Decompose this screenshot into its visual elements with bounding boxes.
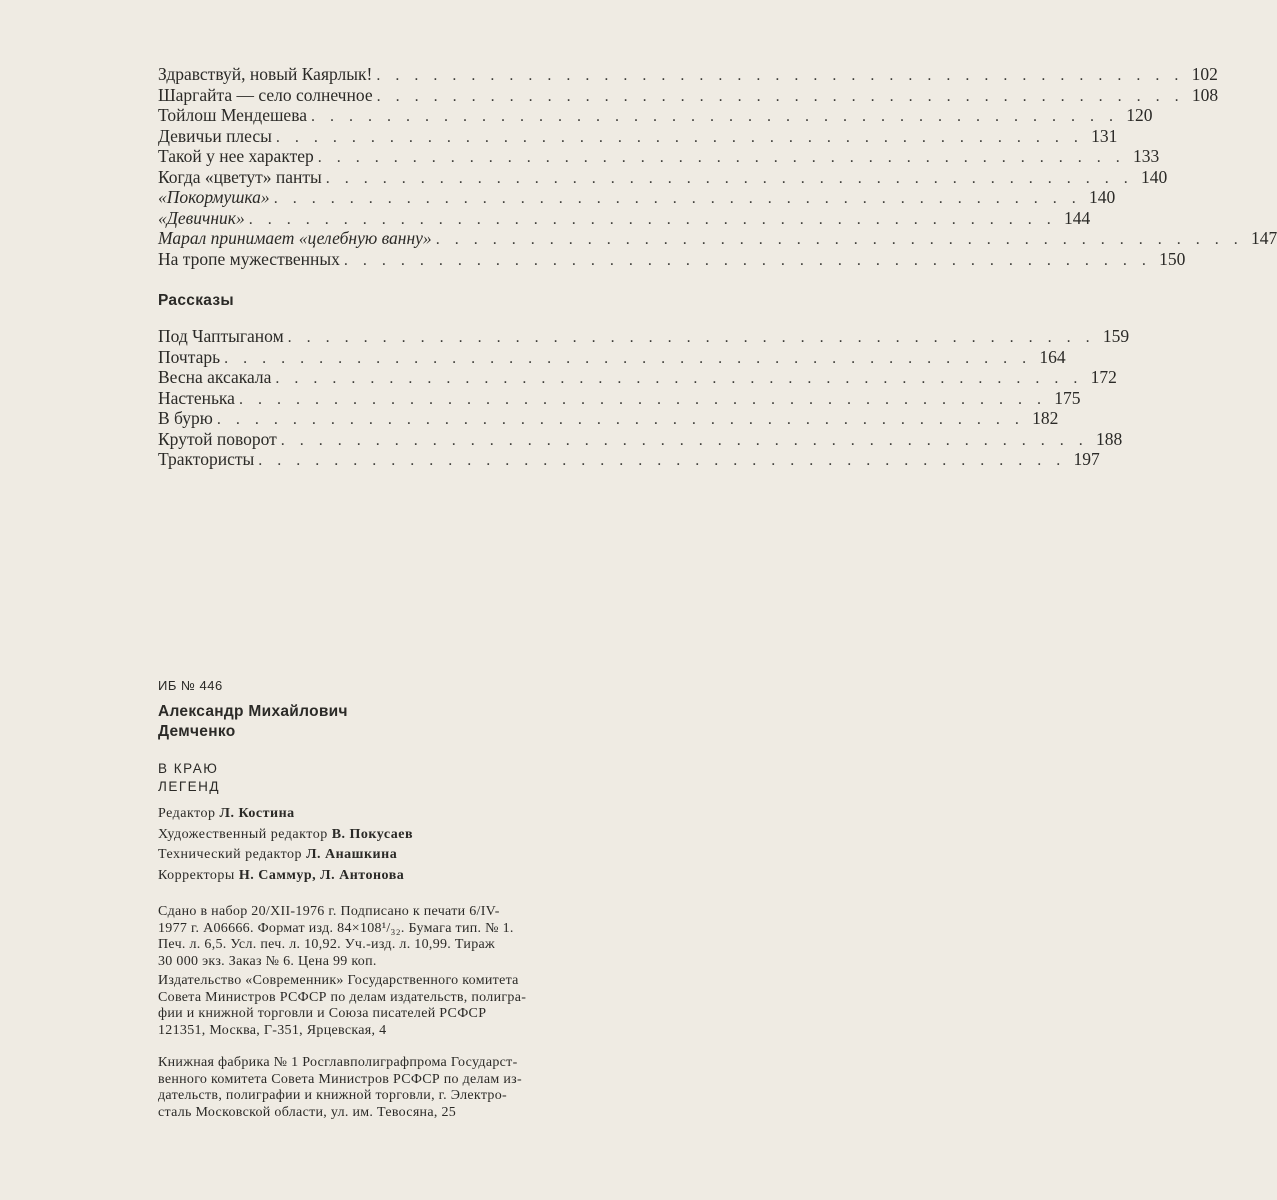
toc-dot-leader: . . . . . . . . . . . . . . . . . . . . . . . . . . . . . . . . . . . . . . . . . . . bbox=[343, 251, 1152, 269]
toc-entry-page-number: 147 bbox=[1250, 228, 1277, 248]
toc-dot-leader: . . . . . . . . . . . . . . . . . . . . . . . . . . . . . . . . . . . . . . . . . . . bbox=[275, 128, 1084, 146]
toc-dot-leader: . . . . . . . . . . . . . . . . . . . . . . . . . . . . . . . . . . . . . . . . . . . bbox=[376, 67, 1184, 84]
toc-dot-leader: . . . . . . . . . . . . . . . . . . . . . . . . . . . . . . . . . . . . . . . . . . . bbox=[224, 349, 1032, 367]
credit-line bbox=[158, 845, 628, 866]
toc-dot-leader: . . . . . . . . . . . . . . . . . . . . . . . . . . . . . . . . . . . . . . . . . . . bbox=[216, 411, 1025, 428]
toc-entry-title: Тойлош Мендешева bbox=[158, 105, 307, 125]
book-title-line2: ЛЕГЕНД bbox=[158, 779, 221, 794]
print-data-line: Сдано в набор 20/XII-1976 г. Подписано к печати 6/IV- bbox=[158, 904, 500, 919]
toc-entry-title: Девичьи плесы bbox=[158, 125, 272, 146]
toc-entry bbox=[158, 125, 1118, 147]
toc-dot-leader: . . . . . . . . . . . . . . . . . . . . . . . . . . . . . . . . . . . . . . . . . . . bbox=[376, 87, 1185, 105]
credit-name: Н. Саммур, Л. Антонова bbox=[238, 867, 405, 883]
printer-line: дательств, полиграфии и книжной торговли, г. Электро- bbox=[158, 1088, 507, 1103]
toc-entry-page-number: 108 bbox=[1191, 84, 1219, 105]
toc-entry-page-number: 140 bbox=[1141, 166, 1168, 187]
toc-entry bbox=[158, 367, 1117, 388]
toc-dot-leader: . . . . . . . . . . . . . . . . . . . . . . . . . . . . . . . . . . . . . . . . . . . bbox=[435, 231, 1244, 248]
print-data-line: Печ. л. 6,5. Усл. печ. л. 10,92. Уч.-изд. л. 10,99. Тираж bbox=[158, 937, 495, 952]
toc-entry bbox=[158, 346, 1066, 368]
toc-entry bbox=[158, 449, 1100, 470]
credit-role: Технический редактор bbox=[158, 847, 307, 862]
toc-entry-title: Здравствуй, новый Каярлык! bbox=[158, 64, 373, 84]
toc-entry bbox=[158, 207, 1091, 229]
toc-entry-title: Шаргайта — село солнечное bbox=[158, 84, 373, 105]
toc-entry bbox=[158, 146, 1160, 167]
toc-dot-leader: . . . . . . . . . . . . . . . . . . . . . . . . . . . . . . . . . . . . . . . . . . . bbox=[248, 210, 1057, 228]
toc-dot-leader: . . . . . . . . . . . . . . . . . . . . . . . . . . . . . . . . . . . . . . . . . . . bbox=[287, 329, 1096, 346]
publisher-line: Издательство «Современник» Государственного комитета bbox=[158, 973, 519, 988]
toc-dot-leader: . . . . . . . . . . . . . . . . . . . . . . . . . . . . . . . . . . . . . . . . . . . bbox=[280, 431, 1089, 449]
credit-line bbox=[158, 825, 628, 846]
print-data-paragraph bbox=[158, 904, 628, 970]
toc-entry-page-number: 182 bbox=[1032, 408, 1059, 428]
toc-stories-list bbox=[158, 326, 1130, 470]
author-name-line1: Александр Михайлович bbox=[158, 703, 348, 720]
toc-entry-page-number: 133 bbox=[1133, 146, 1160, 166]
toc-entry-page-number: 197 bbox=[1073, 449, 1100, 469]
credit-name: Л. Анашкина bbox=[306, 847, 398, 862]
toc-entry bbox=[158, 84, 1219, 106]
credit-line bbox=[158, 866, 628, 887]
toc-dot-leader: . . . . . . . . . . . . . . . . . . . . . . . . . . . . . . . . . . . . . . . . . . . bbox=[238, 390, 1047, 408]
toc-entry-page-number: 131 bbox=[1091, 125, 1118, 146]
toc-dot-leader: . . . . . . . . . . . . . . . . . . . . . . . . . . . . . . . . . . . . . . . . . . . bbox=[258, 452, 1066, 469]
toc-entry bbox=[158, 105, 1153, 126]
toc-entry bbox=[158, 228, 1277, 249]
toc-entry-title: «Покормушка» bbox=[158, 187, 270, 207]
print-data-line: 30 000 экз. Заказ № 6. Цена 99 коп. bbox=[158, 953, 377, 969]
toc-entry bbox=[158, 408, 1059, 429]
toc-entry-title: На тропе мужественных bbox=[158, 248, 340, 269]
printer-line: сталь Московской области, ул. им. Тевосяна, 25 bbox=[158, 1104, 457, 1120]
toc-dot-leader: . . . . . . . . . . . . . . . . . . . . . . . . . . . . . . . . . . . . . . . . . . . bbox=[325, 169, 1134, 187]
toc-entry-page-number: 150 bbox=[1159, 248, 1186, 269]
toc-entry bbox=[158, 428, 1123, 450]
toc-entry-page-number: 102 bbox=[1191, 64, 1218, 84]
toc-dot-leader: . . . . . . . . . . . . . . . . . . . . . . . . . . . . . . . . . . . . . . . . . . . bbox=[273, 190, 1082, 207]
author-name bbox=[158, 702, 628, 742]
credit-line bbox=[158, 804, 628, 825]
toc-entry bbox=[158, 166, 1168, 188]
section-heading-stories: Рассказы bbox=[158, 292, 234, 309]
toc-main-list bbox=[158, 64, 1277, 269]
toc-entry-page-number: 144 bbox=[1063, 207, 1091, 228]
ib-number: ИБ № 446 bbox=[158, 678, 223, 693]
toc-entry-title: Почтарь bbox=[158, 346, 221, 367]
credit-role: Художественный редактор bbox=[158, 826, 332, 842]
toc-entry-page-number: 188 bbox=[1096, 428, 1123, 449]
toc-entry bbox=[158, 326, 1130, 347]
toc-dot-leader: . . . . . . . . . . . . . . . . . . . . . . . . . . . . . . . . . . . . . . . . . . . bbox=[317, 149, 1126, 166]
credit-role: Корректоры bbox=[158, 867, 239, 883]
toc-entry-page-number: 159 bbox=[1102, 326, 1130, 346]
toc-entry-title: «Девичник» bbox=[158, 207, 245, 228]
toc-entry bbox=[158, 187, 1116, 208]
toc-entry-title: Весна аксакала bbox=[158, 367, 272, 387]
publisher-paragraph bbox=[158, 973, 628, 1039]
toc-entry-page-number: 175 bbox=[1054, 387, 1081, 408]
printer-line: Книжная фабрика № 1 Росглавполиграфпрома Государст- bbox=[158, 1055, 518, 1070]
credit-role: Редактор bbox=[158, 806, 220, 821]
toc-entry-title: Трактористы bbox=[158, 449, 255, 469]
printer-paragraph bbox=[158, 1055, 628, 1121]
toc-entry-title: Когда «цветут» панты bbox=[158, 166, 322, 187]
toc-entry bbox=[158, 387, 1081, 409]
book-title-line1: В КРАЮ bbox=[158, 761, 219, 776]
toc-entry-title: Под Чаптыганом bbox=[158, 326, 284, 346]
publisher-line: 121351, Москва, Г-351, Ярцевская, 4 bbox=[158, 1022, 387, 1038]
printer-line: венного комитета Совета Министров РСФСР по делам из- bbox=[158, 1071, 522, 1087]
toc-entry-title: Крутой поворот bbox=[158, 428, 277, 449]
toc-entry-title: Марал принимает «целебную ванну» bbox=[158, 228, 432, 248]
toc-entry-page-number: 164 bbox=[1039, 346, 1066, 367]
toc-entry bbox=[158, 248, 1186, 270]
credits-block bbox=[158, 804, 628, 886]
toc-entry-page-number: 140 bbox=[1088, 187, 1116, 207]
toc-entry-title: В бурю bbox=[158, 408, 213, 428]
toc-dot-leader: . . . . . . . . . . . . . . . . . . . . . . . . . . . . . . . . . . . . . . . . . . . bbox=[275, 370, 1083, 387]
publisher-line: Совета Министров РСФСР по делам издательств, полигра- bbox=[158, 989, 527, 1005]
toc-dot-leader: . . . . . . . . . . . . . . . . . . . . . . . . . . . . . . . . . . . . . . . . . . . bbox=[311, 108, 1119, 125]
toc-entry bbox=[158, 64, 1218, 85]
toc-entry-title: Такой у нее характер bbox=[158, 146, 314, 166]
credit-name: В. Покусаев bbox=[331, 826, 414, 842]
author-name-line2: Демченко bbox=[158, 723, 236, 740]
toc-entry-page-number: 120 bbox=[1126, 105, 1153, 125]
credit-name: Л. Костина bbox=[219, 806, 295, 821]
toc-entry-page-number: 172 bbox=[1090, 367, 1117, 387]
publisher-line: фии и книжной торговли и Союза писателей РСФСР bbox=[158, 1006, 487, 1021]
toc-entry-title: Настенька bbox=[158, 387, 235, 408]
print-data-line: 1977 г. А06666. Формат изд. 84×108¹/₃₂. Бумага тип. № 1. bbox=[158, 920, 514, 936]
book-title bbox=[158, 760, 628, 796]
